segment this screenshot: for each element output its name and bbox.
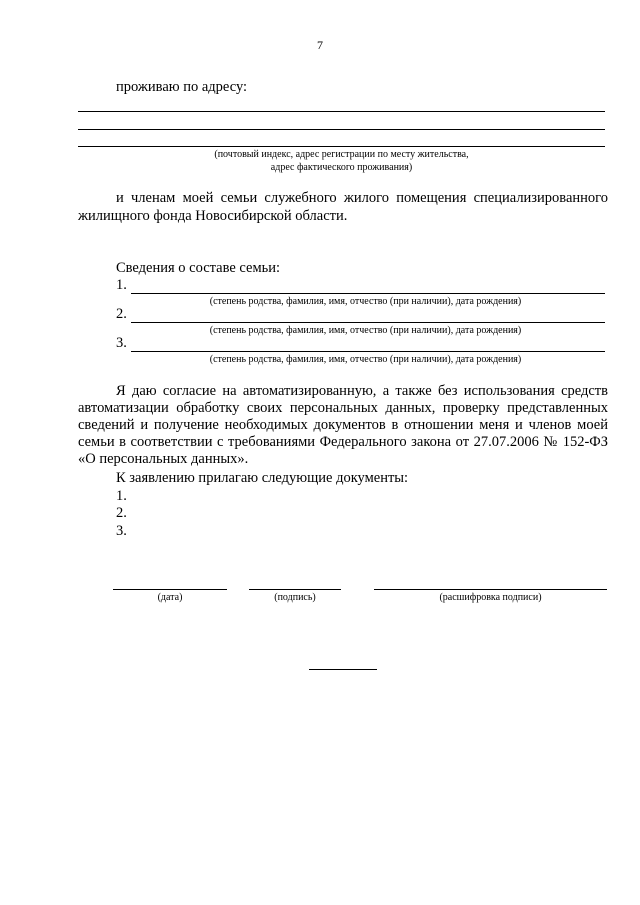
family-item-number: 3.: [116, 335, 127, 351]
date-line[interactable]: [113, 589, 227, 590]
signature-decode-line[interactable]: [374, 589, 607, 590]
family-heading: Сведения о составе семьи:: [116, 260, 281, 276]
document-item-1: 1.: [116, 488, 127, 504]
date-label: (дата): [157, 592, 183, 603]
family-item-number: 1.: [116, 277, 127, 293]
address-caption-line-1: (почтовый индекс, адрес регистрации по месту жительства,: [214, 149, 469, 160]
document-item-3: 3.: [116, 523, 127, 539]
address-line-3[interactable]: [78, 146, 605, 147]
family-item-input[interactable]: [131, 309, 605, 323]
consent-line-4: семьи в соответствии с требованиями Федерального закона от 27.07.2006 № 152-ФЗ: [78, 434, 608, 450]
family-item-2: [116, 306, 605, 337]
family-paragraph-line-1: и членам моей семьи служебного жилого помещения специализированного: [116, 190, 608, 206]
address-line-2[interactable]: [78, 129, 605, 130]
documents-heading: К заявлению прилагаю следующие документы:: [116, 470, 409, 486]
family-item-input[interactable]: [131, 280, 605, 294]
address-label: проживаю по адресу:: [116, 79, 248, 95]
family-item-caption: (степень родства, фамилия, имя, отчество (при наличии), дата рождения): [209, 325, 522, 336]
family-item-caption: (степень родства, фамилия, имя, отчество (при наличии), дата рождения): [209, 296, 522, 307]
signature-label: (подпись): [274, 592, 316, 603]
address-caption-line-2: адрес фактического проживания): [270, 162, 413, 173]
consent-paragraph: [78, 383, 608, 468]
address-line-1[interactable]: [78, 111, 605, 112]
signature-decode-label: (расшифровка подписи): [439, 592, 542, 603]
family-item-number: 2.: [116, 306, 127, 322]
family-item-input[interactable]: [131, 338, 605, 352]
family-item-3: [116, 335, 605, 366]
consent-line-1: Я даю согласие на автоматизированную, а также без использования средств: [116, 383, 608, 399]
family-paragraph: [78, 190, 608, 225]
consent-line-3: сведений и получение необходимых документов в отношении меня и членов моей: [78, 417, 608, 433]
consent-line-5: «О персональных данных».: [78, 451, 249, 467]
address-caption: [78, 148, 605, 174]
signature-line[interactable]: [249, 589, 341, 590]
consent-line-2: автоматизации обработку своих персональных данных, проверку представленных: [78, 400, 608, 416]
family-item-1: [116, 277, 605, 308]
family-paragraph-line-2: жилищного фонда Новосибирской области.: [78, 208, 348, 224]
end-separator: [309, 669, 377, 670]
page-number: 7: [317, 38, 323, 52]
family-item-caption: (степень родства, фамилия, имя, отчество (при наличии), дата рождения): [209, 354, 522, 365]
document-item-2: 2.: [116, 505, 127, 521]
